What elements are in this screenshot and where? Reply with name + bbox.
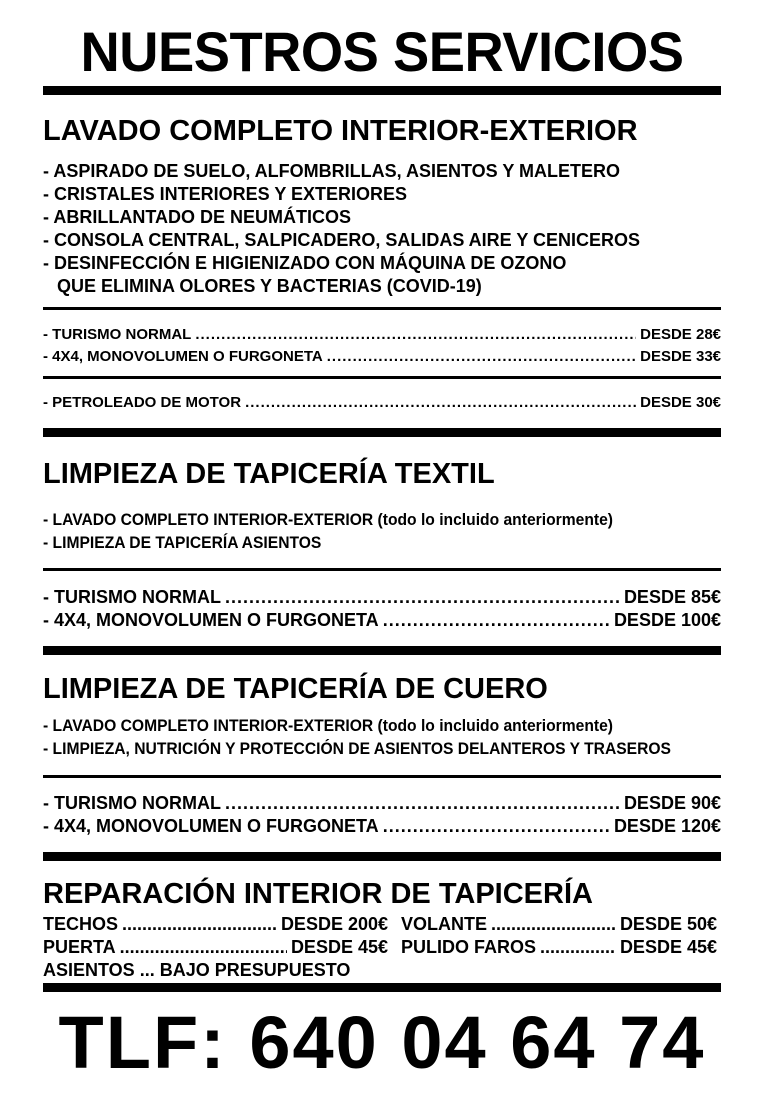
repair-label: TECHOS <box>43 914 119 934</box>
dot-leader <box>122 913 277 936</box>
dot-leader <box>540 936 616 959</box>
phone-number: TLF: 640 04 64 74 <box>58 1001 706 1084</box>
section-title-reparacion: REPARACIÓN INTERIOR DE TAPICERÍA <box>43 878 593 910</box>
price-label: - 4X4, MONOVOLUMEN O FURGONETA <box>43 816 379 836</box>
list-item: - ABRILLANTADO DE NEUMÁTICOS <box>43 207 351 227</box>
cuero-list <box>43 714 726 760</box>
dot-leader <box>195 324 636 346</box>
repair-label: PULIDO FAROS <box>401 937 537 957</box>
dot-leader <box>327 346 636 368</box>
price-label: - PETROLEADO DE MOTOR <box>43 394 242 411</box>
price-label: - TURISMO NORMAL <box>43 587 221 607</box>
repair-row: ASIENTOS ... BAJO PRESUPUESTO <box>43 960 351 980</box>
price-row <box>43 346 721 368</box>
repair-row <box>401 913 717 936</box>
price-label: - 4X4, MONOVOLUMEN O FURGONETA <box>43 348 323 365</box>
dot-leader <box>383 608 610 632</box>
section-title-cuero: LIMPIEZA DE TAPICERÍA DE CUERO <box>43 673 548 705</box>
divider <box>43 775 721 778</box>
lavado-list <box>43 160 640 298</box>
price-row <box>43 392 721 414</box>
dot-leader <box>225 791 620 815</box>
price-label: - TURISMO NORMAL <box>43 326 192 343</box>
dot-leader <box>383 814 610 838</box>
repair-row <box>401 936 717 959</box>
list-item: - LAVADO COMPLETO INTERIOR-EXTERIOR (todo lo incluido anteriormente) <box>43 510 613 529</box>
price-row <box>43 814 721 838</box>
price-value: DESDE 85€ <box>623 587 721 607</box>
repair-row <box>43 936 388 959</box>
repair-row <box>43 913 388 936</box>
divider <box>43 983 721 992</box>
divider <box>43 376 721 379</box>
divider <box>43 852 721 861</box>
dot-leader <box>245 392 636 414</box>
section-title-textil: LIMPIEZA DE TAPICERÍA TEXTIL <box>43 458 495 490</box>
list-item: - CONSOLA CENTRAL, SALPICADERO, SALIDAS AIRE Y CENICEROS <box>43 230 641 250</box>
list-item: - LIMPIEZA DE TAPICERÍA ASIENTOS <box>43 533 322 552</box>
repair-left-column <box>43 913 388 982</box>
price-value: DESDE 30€ <box>640 394 721 411</box>
list-item: - ASPIRADO DE SUELO, ALFOMBRILLAS, ASIENTOS Y MALETERO <box>43 161 621 181</box>
price-value: DESDE 100€ <box>613 610 721 630</box>
price-value: DESDE 120€ <box>613 816 721 836</box>
repair-value: DESDE 45€ <box>619 937 717 957</box>
price-row <box>43 791 721 815</box>
repair-right-column <box>401 913 717 959</box>
price-value: DESDE 28€ <box>640 326 721 343</box>
divider <box>43 646 721 655</box>
repair-value: DESDE 200€ <box>280 914 388 934</box>
repair-value: DESDE 45€ <box>290 937 388 957</box>
divider <box>43 86 721 95</box>
price-row <box>43 608 721 632</box>
price-value: DESDE 33€ <box>640 348 721 365</box>
dot-leader <box>225 585 620 609</box>
price-label: - 4X4, MONOVOLUMEN O FURGONETA <box>43 610 379 630</box>
list-item: - LIMPIEZA, NUTRICIÓN Y PROTECCIÓN DE ASIENTOS DELANTEROS Y TRASEROS <box>43 739 672 758</box>
price-row <box>43 585 721 609</box>
list-item: - LAVADO COMPLETO INTERIOR-EXTERIOR (todo lo incluido anteriormente) <box>43 716 613 735</box>
price-value: DESDE 90€ <box>623 793 721 813</box>
list-item: - DESINFECCIÓN E HIGIENIZADO CON MÁQUINA DE OZONO <box>43 253 567 273</box>
list-item: - CRISTALES INTERIORES Y EXTERIORES <box>43 184 408 204</box>
repair-label: VOLANTE <box>401 914 488 934</box>
textil-list <box>43 508 663 554</box>
divider <box>43 307 721 310</box>
repair-value: DESDE 50€ <box>619 914 717 934</box>
list-item: QUE ELIMINA OLORES Y BACTERIAS (COVID-19) <box>57 276 482 296</box>
divider <box>43 568 721 571</box>
page-title: NUESTROS SERVICIOS <box>80 20 684 83</box>
section-title-lavado: LAVADO COMPLETO INTERIOR-EXTERIOR <box>43 115 638 147</box>
price-label: - TURISMO NORMAL <box>43 793 221 813</box>
divider <box>43 428 721 437</box>
dot-leader <box>491 913 616 936</box>
price-row <box>43 324 721 346</box>
dot-leader <box>120 936 287 959</box>
repair-label: PUERTA <box>43 937 116 957</box>
